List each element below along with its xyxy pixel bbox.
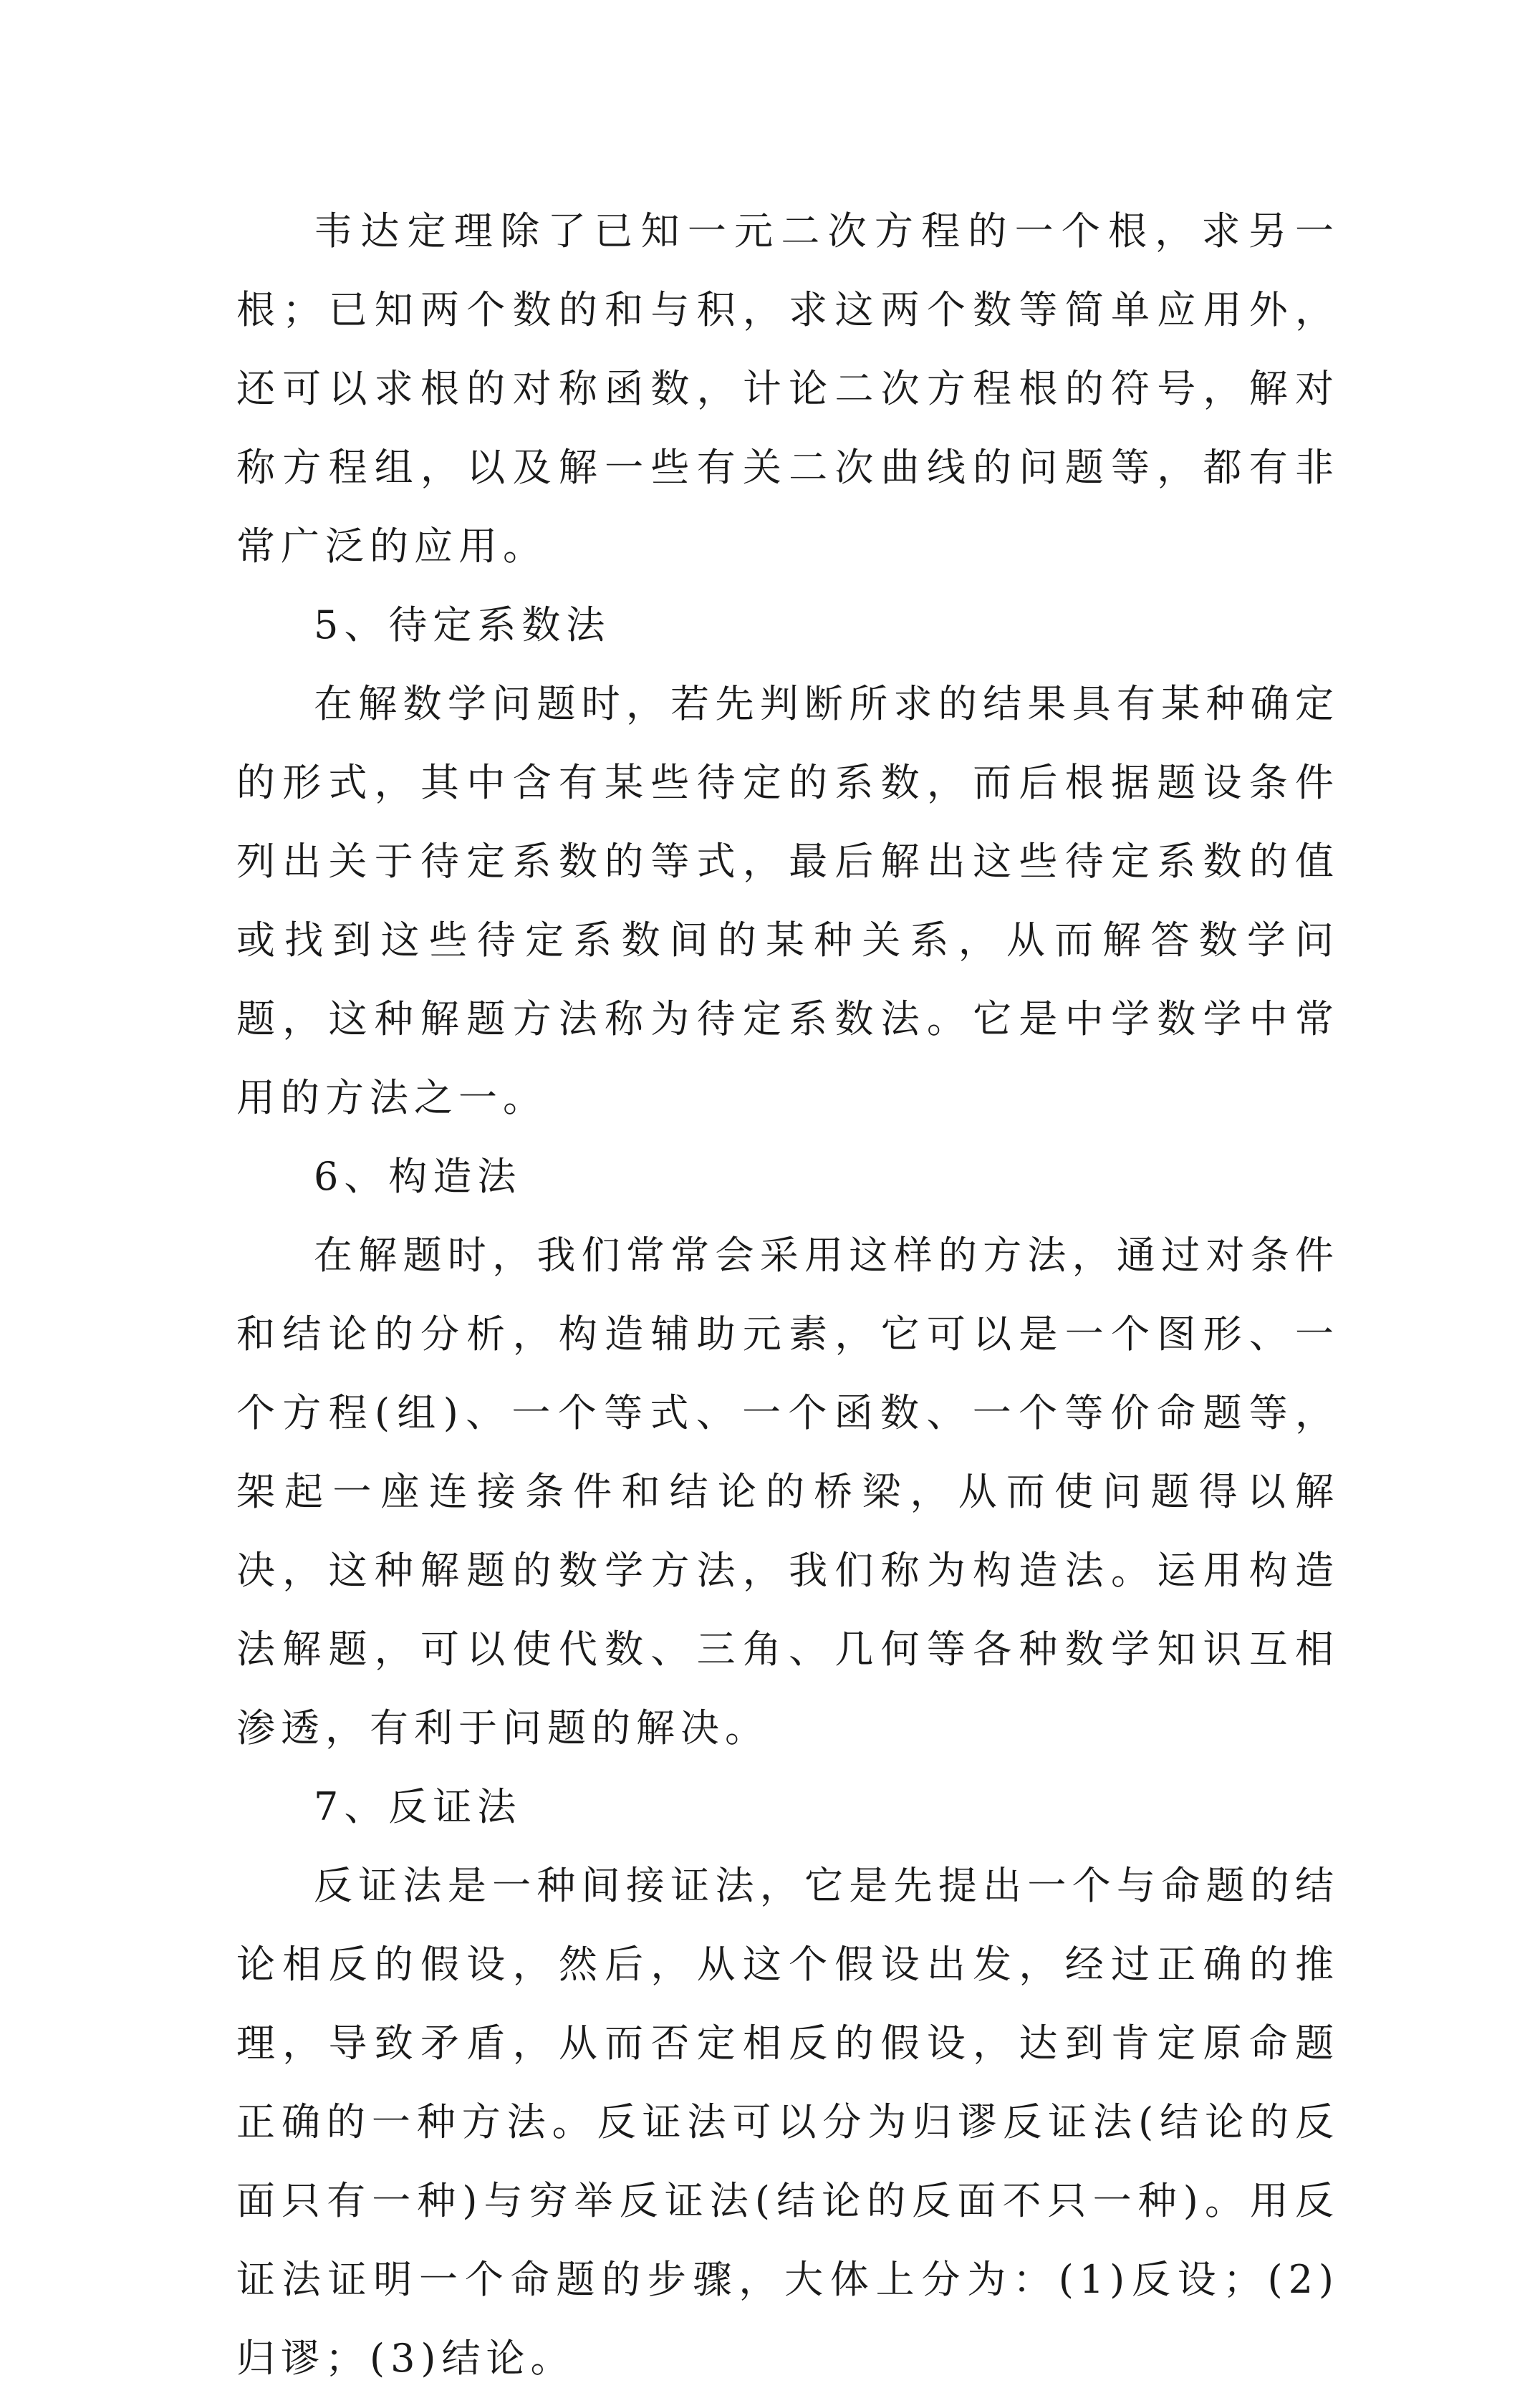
- paragraph-proof-by-contradiction: 反证法是一种间接证法，它是先提出一个与命题的结论相反的假设，然后，从这个假设出发，经过正确的推理，导致矛盾，从而否定相反的假设，达到肯定原命题正确的一种方法。反证法可以分为归谬反证法(结论的反面只有一种)与穷举反证法(结论的反面不只一种)。用反证法证明一个命题的步骤，大体上分为：(1)反设；(2)归谬；(3)结论。: [236, 1863, 1339, 2381]
- heading-undetermined-coefficients: 5、待定系数法: [314, 602, 611, 647]
- paragraph-construction-method: 在解题时，我们常常会采用这样的方法，通过对条件和结论的分析，构造辅助元素，它可以是一个图形、一个方程(组)、一个等式、一个函数、一个等价命题等，架起一座连接条件和结论的桥梁，从而使问题得以解决，这种解题的数学方法，我们称为构造法。运用构造法解题，可以使代数、三角、几何等各种数学知识互相渗透，有利于问题的解决。: [236, 1233, 1339, 1751]
- heading-construction-method: 6、构造法: [314, 1154, 522, 1199]
- paragraph-undetermined-coefficients: 在解数学问题时，若先判断所求的结果具有某种确定的形式，其中含有某些待定的系数，而后根据题设条件列出关于待定系数的等式，最后解出这些待定系数的值或找到这些待定系数间的某种关系，从而解答数学问题，这种解题方法称为待定系数法。它是中学数学中常用的方法之一。: [236, 681, 1339, 1120]
- document-body: [236, 192, 1339, 2398]
- heading-proof-by-contradiction: 7、反证法: [314, 1784, 522, 1829]
- paragraph-vieta-applications: 韦达定理除了已知一元二次方程的一个根，求另一根；已知两个数的和与积，求这两个数等简单应用外，还可以求根的对称函数，计论二次方程根的符号，解对称方程组，以及解一些有关二次曲线的问题等，都有非常广泛的应用。: [236, 208, 1339, 569]
